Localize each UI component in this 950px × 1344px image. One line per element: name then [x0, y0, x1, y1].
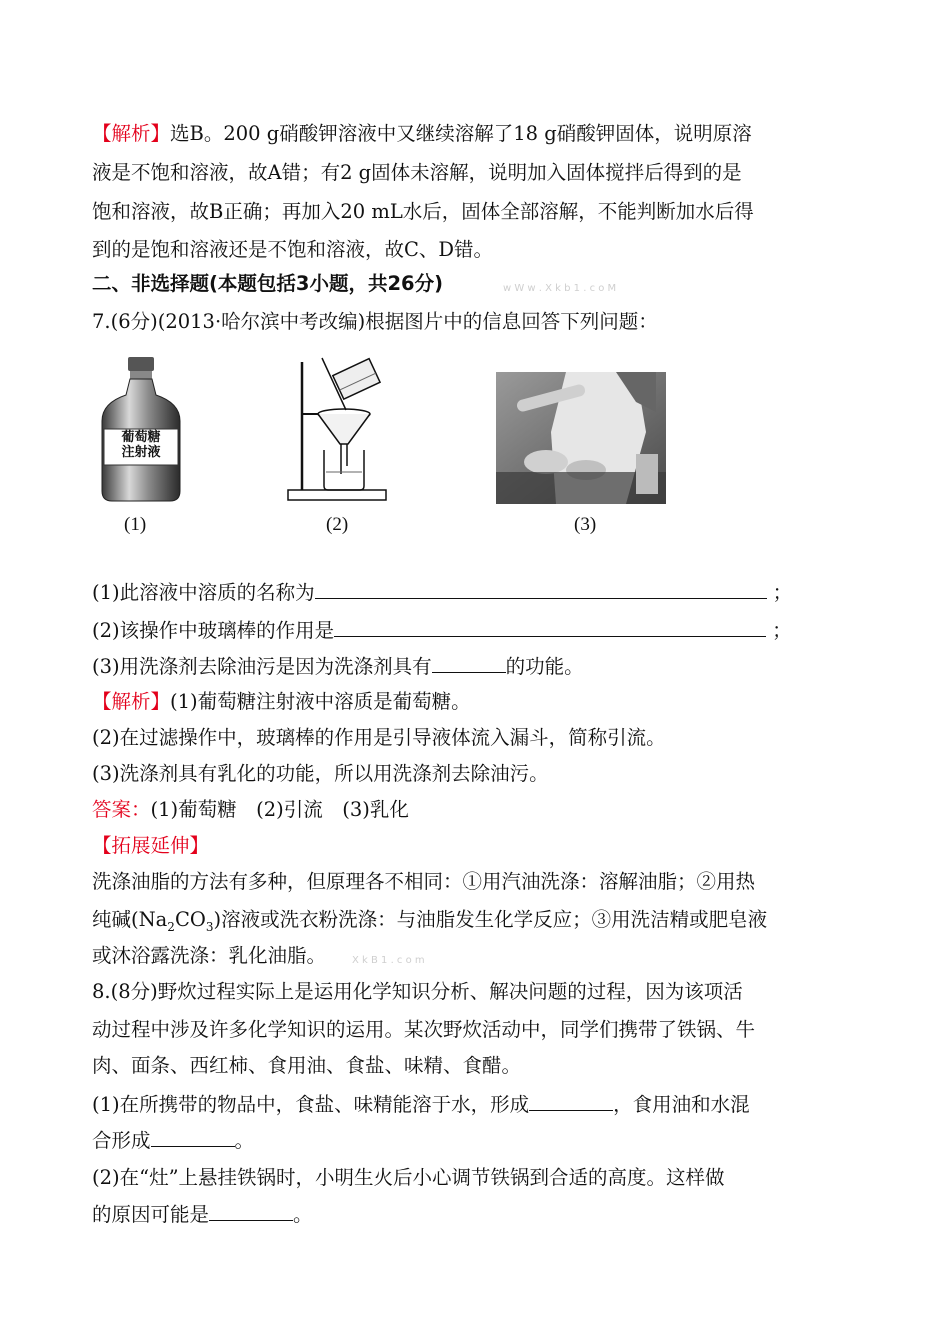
sub-question-text: (3)用洗涤剂去除油污是因为洗涤剂具有 — [92, 655, 432, 678]
subscript: 2 — [167, 919, 175, 934]
sub-question-text: 的功能。 — [505, 655, 584, 678]
answer-blank — [334, 616, 766, 637]
answer-blank — [432, 652, 506, 673]
analysis-tag: 【解析】 — [92, 690, 171, 713]
sub-question-text: 的原因可能是 — [92, 1203, 210, 1226]
answer-blank — [315, 578, 767, 599]
question-8-text: 8.(8分)野炊过程实际上是运用化学知识分析、解决问题的过程，因为该项活 — [92, 980, 743, 1003]
analysis-paragraph-line — [92, 120, 752, 148]
analysis-text: (2)在过滤操作中，玻璃棒的作用是引导液体流入漏斗，简称引流。 — [92, 726, 666, 749]
question-7-sub-2 — [92, 616, 792, 645]
sub-question-text: (2)该操作中玻璃棒的作用是 — [92, 619, 335, 642]
question-7-stem: 7.(6分)(2013·哈尔滨中考改编)根据图片中的信息回答下列问题： — [92, 310, 658, 333]
section-title: 二、非选择题(本题包括3小题，共26分) — [92, 272, 444, 295]
figure-caption-3: (3) — [574, 514, 597, 535]
bottle-label-line-1: 葡萄糖 — [121, 430, 161, 445]
semicolon: ； — [772, 619, 792, 642]
glucose-bottle-image — [100, 355, 182, 503]
sub-question-text: 。 — [234, 1129, 255, 1152]
extension-text: 或沐浴露洗涤：乳化油脂。 — [92, 944, 327, 967]
extension-text: CO — [174, 908, 206, 931]
question-8-sub-2-cont — [92, 1200, 313, 1229]
question-8-sub-1 — [92, 1090, 750, 1119]
watermark: w W w . X k b 1 . c o M — [503, 283, 617, 294]
extension-tag: 【拓展延伸】 — [92, 834, 210, 857]
extension-text: )溶液或洗衣粉洗涤：与油脂发生化学反应；③用洗洁精或肥皂液 — [213, 908, 768, 931]
answer-tag: 答案： — [92, 798, 151, 821]
sub-question-text: 。 — [293, 1203, 313, 1226]
sub-question-text: (1)此溶液中溶质的名称为 — [92, 581, 315, 604]
answer-blank — [151, 1126, 235, 1147]
figure-caption-2: (2) — [326, 514, 349, 535]
question-7-sub-1 — [92, 578, 792, 607]
analysis-text: (1)葡萄糖注射液中溶质是葡萄糖。 — [170, 690, 471, 713]
semicolon: ； — [772, 581, 793, 604]
answer-blank — [529, 1090, 613, 1111]
answer-text: (1)葡萄糖 (2)引流 (3)乳化 — [150, 798, 409, 821]
analysis-text: 选B。200 g硝酸钾溶液中又继续溶解了18 g硝酸钾固体，说明原溶 — [170, 122, 752, 145]
extension-text-line-2 — [92, 906, 767, 941]
extension-text: 洗涤油脂的方法有多种，但原理各不相同：①用汽油洗涤：溶解油脂；②用热 — [92, 870, 756, 893]
sub-question-text: (1)在所携带的物品中，食盐、味精能溶于水，形成 — [92, 1093, 530, 1116]
washing-dishes-photo — [496, 372, 666, 504]
question-8-sub-1-cont — [92, 1126, 254, 1155]
analysis-text: 液是不饱和溶液，故A错；有2 g固体未溶解，说明加入固体搅拌后得到的是 — [92, 161, 742, 184]
filtration-apparatus-image — [284, 356, 394, 504]
analysis-text: 到的是饱和溶液还是不饱和溶液，故C、D错。 — [92, 238, 494, 261]
sub-question-text: ，食用油和水混 — [613, 1093, 750, 1116]
question-8-sub-2: (2)在“灶”上悬挂铁锅时，小明生火后小心调节铁锅到合适的高度。这样做 — [92, 1166, 725, 1189]
watermark: X k B 1 . c o m — [352, 955, 425, 966]
analysis-paragraph-line — [92, 688, 471, 716]
answer-blank — [209, 1200, 293, 1221]
analysis-text: (3)洗涤剂具有乳化的功能，所以用洗涤剂去除油污。 — [92, 762, 549, 785]
subscript: 3 — [205, 919, 214, 934]
question-8-text: 肉、面条、西红柿、食用油、食盐、味精、食醋。 — [92, 1054, 522, 1077]
figure-caption-1: (1) — [124, 514, 147, 535]
question-7-sub-3 — [92, 652, 584, 681]
analysis-tag: 【解析】 — [92, 122, 171, 145]
bottle-label-line-2: 注射液 — [121, 445, 161, 460]
sub-question-text: 合形成 — [92, 1129, 151, 1152]
answer-line — [92, 796, 409, 824]
extension-text: 纯碱(Na — [92, 908, 168, 931]
question-8-text: 动过程中涉及许多化学知识的运用。某次野炊活动中，同学们携带了铁锅、牛 — [92, 1018, 756, 1041]
analysis-text: 饱和溶液，故B正确；再加入20 mL水后，固体全部溶解，不能判断加水后得 — [92, 200, 754, 223]
